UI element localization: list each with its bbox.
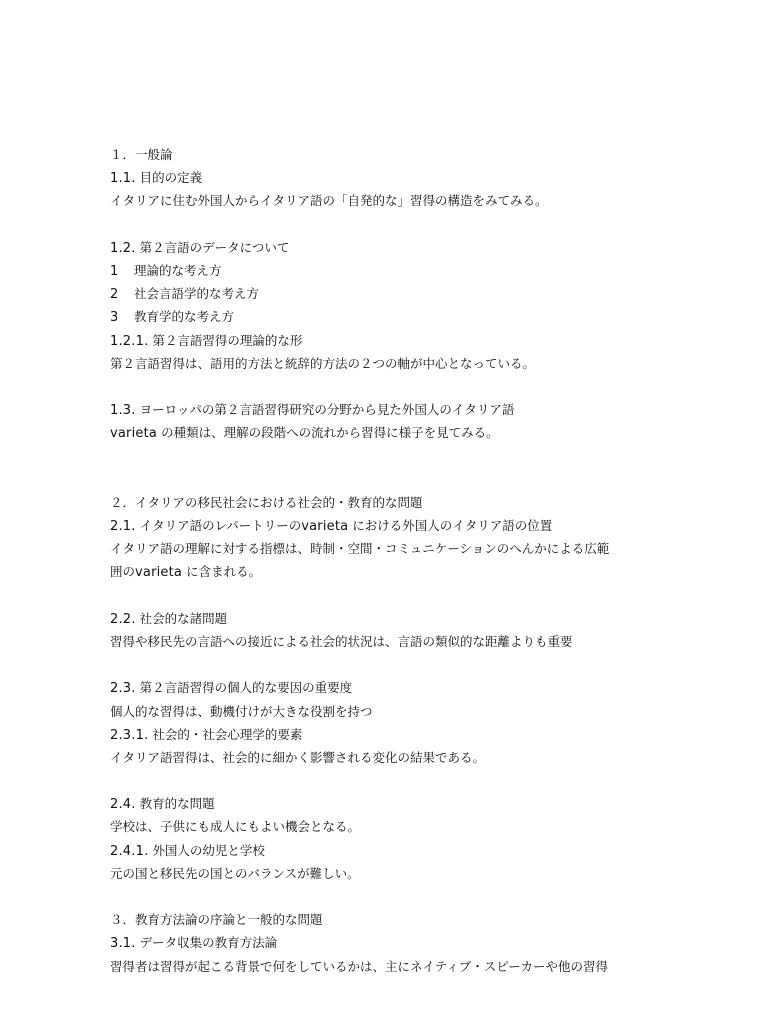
- paragraph: [110, 630, 690, 653]
- section-title: 目的の定義: [139, 170, 203, 186]
- paragraph: [110, 955, 690, 978]
- heading-text: ２．イタリアの移民社会における社会的・教育的な問題: [110, 494, 423, 510]
- paragraph-text: 元の国と移民先の国とのバランスが難しい。: [110, 865, 360, 881]
- term-varieta: varieta: [110, 426, 158, 442]
- subsection-2-3-1-heading: [110, 723, 690, 746]
- list-number: 2: [110, 287, 119, 303]
- section-number: 1.2.1.: [110, 333, 149, 349]
- section-number: 1.2.: [110, 240, 136, 256]
- term-varieta: varieta: [301, 519, 349, 535]
- paragraph: [110, 700, 690, 723]
- paragraph-text: 学校は、子供にも成人にもよい機会となる。: [110, 819, 361, 835]
- section-number: 2.4.: [110, 797, 136, 813]
- subsection-1-2-heading: [110, 236, 690, 259]
- paragraph-text: 第２言語習得は、語用的方法と統辞的方法の２つの軸が中心となっている。: [110, 355, 536, 371]
- subsection-2-1-heading: [110, 514, 690, 537]
- paragraph: [110, 189, 690, 212]
- blank-line: [110, 444, 690, 490]
- subsection-2-4-1-heading: [110, 839, 690, 862]
- section-3-heading: [110, 908, 690, 931]
- paragraph-text: 囲の: [110, 564, 136, 580]
- section-title: 社会的な諸問題: [139, 610, 228, 626]
- section-title: 社会的・社会心理学的要素: [152, 726, 303, 742]
- subsection-2-3-heading: [110, 676, 690, 699]
- subsection-2-2-heading: [110, 607, 690, 630]
- section-title: データ収集の教育方法論: [139, 935, 278, 951]
- list-item: [110, 305, 690, 328]
- paragraph: [110, 815, 690, 838]
- section-2-heading: [110, 491, 690, 514]
- paragraph-text: の種類は、理解の段階への流れから習得に様子を見てみる。: [161, 425, 499, 441]
- section-number: 1.1.: [110, 171, 136, 187]
- section-title-post: における外国人のイタリア語の位置: [352, 518, 553, 534]
- list-item: [110, 282, 690, 305]
- subsection-1-1-heading: [110, 166, 690, 189]
- heading-text: １．一般論: [110, 147, 173, 162]
- section-title-pre: イタリア語のレパートリーの: [139, 518, 302, 534]
- paragraph: [110, 862, 690, 885]
- blank-line: [110, 375, 690, 398]
- document-page: [110, 143, 690, 978]
- blank-line: [110, 885, 690, 908]
- section-title: 教育的な問題: [139, 796, 215, 812]
- paragraph-text: イタリア語習得は、社会的に細かく影響される変化の結果である。: [110, 749, 486, 765]
- list-number: 3: [110, 310, 119, 326]
- subsection-1-3-heading: [110, 398, 690, 421]
- list-number: 1: [110, 263, 119, 279]
- section-number: 2.2.: [110, 611, 136, 627]
- section-1-heading: [110, 143, 690, 166]
- section-number: 1.3.: [110, 403, 136, 419]
- term-varieta: varieta: [135, 565, 183, 581]
- section-number: 2.3.1.: [110, 727, 149, 743]
- section-title: 第２言語習得の個人的な要因の重要度: [139, 680, 353, 696]
- heading-text: ３．教育方法論の序論と一般的な問題: [110, 912, 323, 928]
- blank-line: [110, 213, 690, 236]
- paragraph-text: 習得や移民先の言語への接近による社会的状況は、言語の類似的な距離よりも重要: [110, 633, 573, 649]
- blank-line: [110, 584, 690, 607]
- section-number: 2.1.: [110, 519, 136, 535]
- subsection-3-1-heading: [110, 931, 690, 954]
- blank-line: [110, 653, 690, 676]
- subsection-1-2-1-heading: [110, 329, 690, 352]
- paragraph: [110, 421, 690, 444]
- section-number: 2.4.1.: [110, 843, 149, 859]
- paragraph: [110, 746, 690, 769]
- paragraph-text: イタリア語の理解に対する指標は、時制・空間・コミュニケーションのへんかによる広範: [110, 541, 610, 557]
- subsection-2-4-heading: [110, 792, 690, 815]
- paragraph: [110, 560, 690, 583]
- section-title: ヨーロッパの第２言語習得研究の分野から見た外国人のイタリア語: [139, 402, 515, 418]
- section-title: 外国人の幼児と学校: [152, 842, 265, 858]
- paragraph-text: に含まれる。: [186, 564, 262, 580]
- list-item: [110, 259, 690, 282]
- section-title: 第２言語のデータについて: [139, 239, 290, 255]
- paragraph: [110, 537, 690, 560]
- section-number: 3.1.: [110, 936, 136, 952]
- paragraph: [110, 352, 690, 375]
- paragraph-text: 個人的な習得は、動機付けが大きな役割を持つ: [110, 703, 373, 719]
- section-number: 2.3.: [110, 681, 136, 697]
- list-text: 理論的な考え方: [134, 262, 222, 278]
- paragraph-text: イタリアに住む外国人からイタリア語の「自発的な」習得の構造をみてみる。: [110, 193, 548, 209]
- paragraph-text: 習得者は習得が起こる背景で何をしているかは、主にネイティブ・スピーカーや他の習得: [110, 958, 609, 974]
- list-text: 教育学的な考え方: [134, 309, 235, 325]
- section-title: 第２言語習得の理論的な形: [152, 332, 303, 348]
- blank-line: [110, 769, 690, 792]
- list-text: 社会言語学的な考え方: [134, 286, 260, 302]
